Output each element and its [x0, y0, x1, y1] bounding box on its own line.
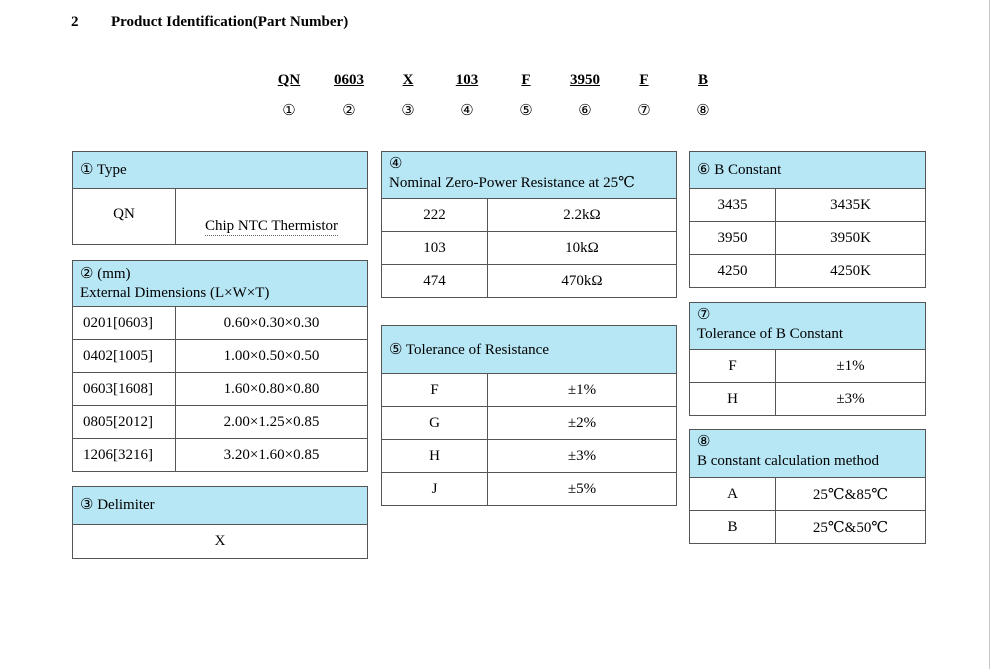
b-method-header-line2: B constant calculation method — [697, 453, 880, 469]
dimensions-code: 1206[3216] — [72, 438, 176, 472]
resistance-value: 470kΩ — [487, 264, 677, 298]
part-index-2: ② — [342, 103, 356, 119]
resistance-table-header — [381, 151, 677, 199]
tolerance-value: ±2% — [487, 406, 677, 440]
b-tolerance-value: ±3% — [775, 382, 926, 416]
dimensions-code: 0402[1005] — [72, 339, 176, 373]
b-constant-table-header: ⑥ B Constant — [689, 151, 926, 189]
b-method-value: 25℃&85℃ — [775, 477, 926, 511]
b-method-table-header — [689, 429, 926, 478]
part-code-resistance: 103 — [455, 72, 479, 88]
part-code-delimiter: X — [402, 72, 414, 88]
tolerance-code: F — [381, 373, 488, 407]
type-table-header: ① Type — [72, 151, 368, 189]
type-description-cell — [175, 188, 368, 245]
tolerance-code: H — [381, 439, 488, 473]
part-code-tolerance: F — [521, 72, 531, 88]
b-constant-value: 3435K — [775, 188, 926, 222]
dimensions-value: 0.60×0.30×0.30 — [175, 306, 368, 340]
b-tolerance-header-line2: Tolerance of B Constant — [697, 326, 843, 342]
tolerance-value: ±3% — [487, 439, 677, 473]
b-method-code: B — [689, 510, 776, 544]
b-constant-value: 4250K — [775, 254, 926, 288]
part-index-6: ⑥ — [578, 103, 592, 119]
part-index-7: ⑦ — [637, 103, 651, 119]
b-tolerance-table-header — [689, 302, 926, 350]
resistance-code: 103 — [381, 231, 488, 265]
b-constant-code: 4250 — [689, 254, 776, 288]
b-tolerance-value: ±1% — [775, 349, 926, 383]
page-edge — [989, 0, 990, 669]
b-method-header-line1: ⑧ — [697, 434, 711, 450]
delimiter-value: X — [72, 524, 368, 559]
resistance-value: 10kΩ — [487, 231, 677, 265]
dimensions-header-line2: External Dimensions (L×W×T) — [80, 285, 270, 301]
resistance-code: 222 — [381, 198, 488, 232]
delimiter-table-header: ③ Delimiter — [72, 486, 368, 525]
part-code-b-method: B — [697, 72, 708, 88]
tolerance-value: ±5% — [487, 472, 677, 506]
part-index-1: ① — [282, 103, 296, 119]
dimensions-code: 0201[0603] — [72, 306, 176, 340]
part-code-b-constant: 3950 — [570, 72, 600, 88]
tolerance-value: ±1% — [487, 373, 677, 407]
part-code-dimensions: 0603 — [334, 72, 364, 88]
b-tolerance-code: H — [689, 382, 776, 416]
dimensions-value: 1.60×0.80×0.80 — [175, 372, 368, 406]
b-method-value: 25℃&50℃ — [775, 510, 926, 544]
dimensions-value: 2.00×1.25×0.85 — [175, 405, 368, 439]
section-title: Product Identification(Part Number) — [111, 14, 349, 30]
b-method-code: A — [689, 477, 776, 511]
part-index-3: ③ — [401, 103, 415, 119]
part-index-8: ⑧ — [696, 103, 710, 119]
tolerance-code: J — [381, 472, 488, 506]
type-description: Chip NTC Thermistor — [204, 218, 339, 234]
b-constant-code: 3950 — [689, 221, 776, 255]
type-code: QN — [72, 188, 176, 245]
resistance-header-line1: ④ — [389, 156, 403, 172]
dimensions-code: 0805[2012] — [72, 405, 176, 439]
part-code-type: QN — [277, 72, 301, 88]
resistance-value: 2.2kΩ — [487, 198, 677, 232]
dimensions-value: 3.20×1.60×0.85 — [175, 438, 368, 472]
tolerance-code: G — [381, 406, 488, 440]
section-number: 2 — [71, 14, 79, 30]
resistance-header-line2: Nominal Zero-Power Resistance at 25℃ — [389, 175, 635, 191]
dimensions-table-header — [72, 260, 368, 307]
tolerance-table-header: ⑤ Tolerance of Resistance — [381, 325, 677, 374]
dimensions-header-line1: ② (mm) — [80, 266, 131, 282]
b-tolerance-header-line1: ⑦ — [697, 307, 711, 323]
b-tolerance-code: F — [689, 349, 776, 383]
part-code-b-tolerance: F — [639, 72, 649, 88]
dimensions-code: 0603[1608] — [72, 372, 176, 406]
resistance-code: 474 — [381, 264, 488, 298]
b-constant-value: 3950K — [775, 221, 926, 255]
part-index-4: ④ — [460, 103, 474, 119]
part-index-5: ⑤ — [519, 103, 533, 119]
b-constant-code: 3435 — [689, 188, 776, 222]
dimensions-value: 1.00×0.50×0.50 — [175, 339, 368, 373]
